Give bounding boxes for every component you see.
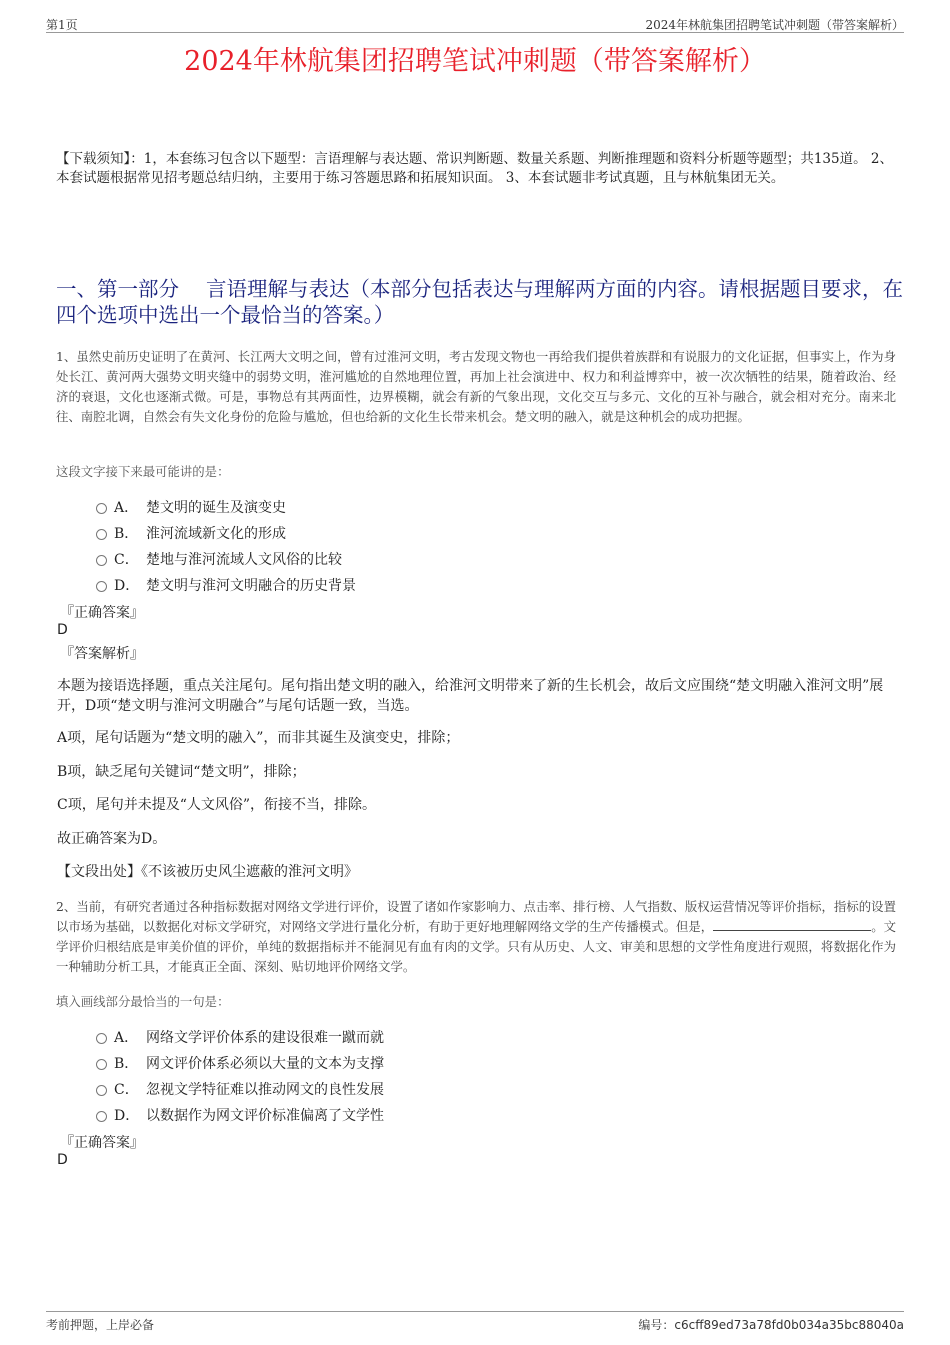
stem-after-blank: 。文学评价归根结底是审美价值的评价，单纯的数据指标并不能洞见有血有肉的文学。只有从历史、人文、审美和思想的文学性角度进行观照，将数据化作为一种辅助分析工具，才能真正全面、深刻、贴切地评价网络文学。 (56, 919, 897, 974)
option-b[interactable] (96, 1051, 796, 1077)
option-d[interactable] (96, 1103, 796, 1129)
text-source: 【文段出处】《不该被历史风尘遮蔽的淮河文明》 (57, 864, 358, 880)
question-1-prompt: 这段文字接下来最可能讲的是： (56, 464, 230, 479)
option-text: 忽视文学特征难以推动网文的良性发展 (146, 1082, 384, 1098)
correct-answer: D (57, 1152, 68, 1168)
radio-icon[interactable] (96, 529, 107, 540)
analysis-paragraph: A项，尾句话题为“楚文明的融入”，而非其诞生及演变史，排除； (57, 730, 460, 746)
document-title: 2024年林航集团招聘笔试冲刺题（带答案解析） (184, 46, 766, 77)
correct-answer: D (57, 622, 68, 638)
option-letter: C． (114, 552, 139, 568)
radio-icon[interactable] (96, 503, 107, 514)
analysis-paragraph: 故正确答案为D。 (57, 831, 167, 847)
option-text: 网络文学评价体系的建设很难一蹴而就 (146, 1030, 384, 1046)
question-2-options (96, 1025, 796, 1129)
option-text: 楚地与淮河流域人文风俗的比较 (146, 552, 342, 568)
radio-icon[interactable] (96, 1059, 107, 1070)
document-code (638, 1316, 904, 1333)
option-a[interactable] (96, 1025, 796, 1051)
page-footer (46, 1311, 904, 1332)
option-b[interactable] (96, 521, 796, 547)
option-letter: A． (114, 1030, 139, 1046)
radio-icon[interactable] (96, 555, 107, 566)
section-heading: 一、第一部分 言语理解与表达（本部分包括表达与理解两方面的内容。请根据题目要求，在四个选项中选出一个最恰当的答案。） (56, 277, 904, 327)
download-notice: 【下载须知】：1，本套练习包含以下题型：言语理解与表达题、常识判断题、数量关系题、判断推理题和资料分析题等题型；共135道。 2、本套试题根据常见招考题总结归纳，主要用于练习答题思路和拓展知识面。 3、本套试题非考试真题，且与林航集团无关。 (56, 151, 893, 186)
analysis-paragraph: B项，缺乏尾句关键词“楚文明”，排除； (57, 764, 306, 780)
header-doc-title: 2024年林航集团招聘笔试冲刺题（带答案解析） (645, 18, 904, 32)
option-letter: C． (114, 1082, 139, 1098)
code-label: 编号： (638, 1318, 675, 1332)
page-number: 第1页 (46, 18, 78, 32)
option-text: 以数据作为网文评价标准偏离了文学性 (146, 1108, 384, 1124)
option-letter: D． (114, 578, 140, 594)
radio-icon[interactable] (96, 581, 107, 592)
option-letter: A． (114, 500, 139, 516)
option-c[interactable] (96, 1077, 796, 1103)
page-header (46, 14, 904, 33)
correct-answer-label: 『正确答案』 (60, 605, 144, 621)
option-c[interactable] (96, 547, 796, 573)
fill-blank-line (713, 919, 871, 931)
option-letter: B． (114, 526, 139, 542)
radio-icon[interactable] (96, 1111, 107, 1122)
analysis-label: 『答案解析』 (60, 646, 144, 662)
analysis-paragraph: C项，尾句并未提及“人文风俗”，衔接不当，排除。 (57, 797, 377, 813)
option-letter: B． (114, 1056, 139, 1072)
question-1-options (96, 495, 796, 599)
question-2-stem (56, 897, 896, 977)
correct-answer-label: 『正确答案』 (60, 1135, 144, 1151)
code-value: c6cff89ed73a78fd0b034a35bc88040a (674, 1318, 904, 1332)
stem-before-blank: 2、当前，有研究者通过各种指标数据对网络文学进行评价，设置了诸如作家影响力、点击率、排行榜、人气指数、版权运营情况等评价指标，指标的设置以市场为基础，以数据化对标文学研究，对网络文学进行量化分析，有助于更好地理解网络文学的生产传播模式。但是， (56, 899, 896, 934)
analysis-paragraph: 本题为接语选择题，重点关注尾句。尾句指出楚文明的融入，给淮河文明带来了新的生长机会，故后文应围绕“楚文明融入淮河文明”展开，D项“楚文明与淮河文明融合”与尾句话题一致，当选。 (57, 678, 884, 714)
option-text: 楚文明的诞生及演变史 (146, 500, 286, 516)
radio-icon[interactable] (96, 1033, 107, 1044)
option-text: 网文评价体系必须以大量的文本为支撑 (146, 1056, 384, 1072)
option-text: 淮河流域新文化的形成 (146, 526, 286, 542)
footer-slogan: 考前押题，上岸必备 (46, 1318, 155, 1332)
question-2-prompt: 填入画线部分最恰当的一句是： (56, 994, 230, 1009)
question-1-stem: 1、虽然史前历史证明了在黄河、长江两大文明之间，曾有过淮河文明，考古发现文物也一再给我们提供着族群和有说服力的文化证据，但事实上，作为身处长江、黄河两大强势文明夹缝中的弱势文明，淮河尴尬的自然地理位置，再加上社会演进中、权力和利益博弈中，被一次次牺牲的结果，随着政治、经济的衰退，文化也逐渐式微。可是，事物总有其两面性，边界模糊，就会有新的气象出现，文化交互与多元、文化的互补与融合，就会相对充分。南来北往、南腔北调，自然会有失文化身份的危险与尴尬，但也给新的文化生长带来机会。楚文明的融入，就是这种机会的成功把握。 (56, 349, 896, 424)
option-letter: D． (114, 1108, 140, 1124)
option-text: 楚文明与淮河文明融合的历史背景 (146, 578, 356, 594)
option-d[interactable] (96, 573, 796, 599)
option-a[interactable] (96, 495, 796, 521)
radio-icon[interactable] (96, 1085, 107, 1096)
